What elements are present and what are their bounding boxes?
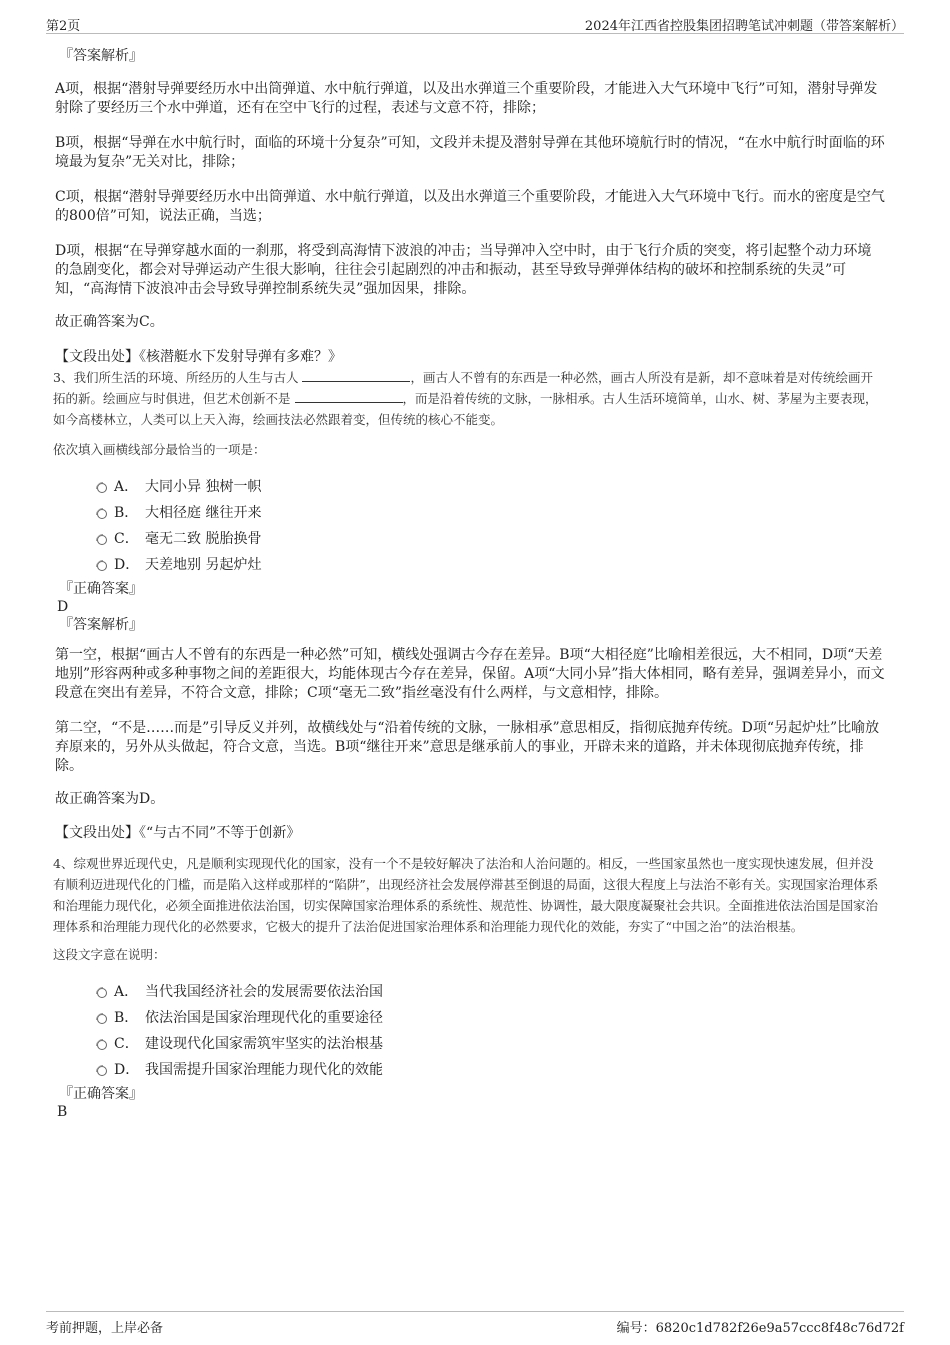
option-text: 当代我国经济社会的发展需要依法治国: [145, 984, 383, 1000]
option-text: 我国需提升国家治理能力现代化的效能: [145, 1062, 383, 1078]
option-letter: A．: [114, 984, 139, 1000]
q4-prompt: 这段文字意在说明：: [53, 947, 166, 962]
q2-analysis-tag: 『答案解析』: [59, 48, 143, 64]
option-text: 建设现代化国家需筑牢坚实的法治根基: [145, 1036, 383, 1052]
radio-icon[interactable]: [97, 483, 107, 493]
option-text: 大同小异 独树一帜: [145, 479, 262, 495]
radio-icon[interactable]: [97, 535, 107, 545]
q4-option-d[interactable]: [55, 1057, 885, 1083]
page-number: 第2页: [46, 19, 81, 34]
option-letter: B．: [114, 505, 139, 521]
q3-blank-1: [302, 369, 410, 382]
q3-options: [55, 474, 885, 578]
option-letter: C．: [114, 531, 139, 547]
page-footer: [46, 1311, 904, 1336]
q2-conclusion: 故正确答案为C。: [55, 314, 164, 330]
option-letter: D．: [114, 557, 140, 573]
q3-stem-part2: ，画古人不曾有的东西是一种必然，画古人所没有是新，却不意味着是对传统绘画开拓的新。绘画应与时俱进，但艺术创新不是: [53, 370, 873, 406]
q4-stem: 4、综观世界近现代史，凡是顺利实现现代化的国家，没有一个不是较好解决了法治和人治问题的。相反，一些国家虽然也一度实现快速发展，但并没有顺利迈进现代化的门槛，而是陷入这样或那样的“陷阱”，出现经济社会发展停滞甚至倒退的局面，这很大程度上与法治不彰有关。实现国家治理体系和治理能力现代化，必须全面推进依法治国，切实保障国家治理体系的系统性、规范性、协调性，最大限度凝聚社会共识。全面推进依法治国是国家治理体系和治理能力现代化的必然要求，它极大的提升了法治促进国家治理体系和治理能力现代化的效能，夯实了“中国之治”的法治根基。: [53, 856, 879, 934]
option-text: 毫无二致 脱胎换骨: [145, 531, 262, 547]
q3-conclusion: 故正确答案为D。: [55, 791, 165, 807]
q2-analysis-para-a: A项，根据“潜射导弹要经历水中出筒弹道、水中航行弹道，以及出水弹道三个重要阶段，才能进入大气环境中飞行”可知，潜射导弹发射除了要经历三个水中弹道，还有在空中飞行的过程，表述与文意不符，排除；: [55, 81, 878, 116]
option-text: 依法治国是国家治理现代化的重要途径: [145, 1010, 383, 1026]
q4-option-a[interactable]: [55, 979, 885, 1005]
q2-source: 【文段出处】《核潜艇水下发射导弹有多难？》: [55, 349, 342, 365]
q3-stem-part1: 3、我们所生活的环境、所经历的人生与古人: [53, 370, 299, 385]
q3-option-b[interactable]: [55, 500, 885, 526]
radio-icon[interactable]: [97, 1066, 107, 1076]
q4-option-c[interactable]: [55, 1031, 885, 1057]
q4-answer-tag: 『正确答案』: [59, 1086, 143, 1102]
q3-analysis-para-2: 第二空，“不是……而是”引导反义并列，故横线处与“沿着传统的文脉，一脉相承”意思相反，指彻底抛弃传统。D项“另起炉灶”比喻放弃原来的，另外从头做起，符合文意，当选。B项“继往开来”意思是继承前人的事业，开辟未来的道路，并未体现彻底抛弃传统，排除。: [55, 720, 880, 774]
option-text: 大相径庭 继往开来: [145, 505, 262, 521]
option-letter: D．: [114, 1062, 140, 1078]
q3-blank-2: [295, 390, 403, 403]
q4-options: [55, 979, 885, 1083]
q3-option-c[interactable]: [55, 526, 885, 552]
q3-option-a[interactable]: [55, 474, 885, 500]
q2-analysis-para-b: B项，根据“导弹在水中航行时，面临的环境十分复杂”可知，文段并未提及潜射导弹在其他环境航行时的情况，“在水中航行时面临的环境最为复杂”无关对比，排除；: [55, 135, 885, 170]
q4-option-b[interactable]: [55, 1005, 885, 1031]
radio-icon[interactable]: [97, 509, 107, 519]
radio-icon[interactable]: [97, 1014, 107, 1024]
radio-icon[interactable]: [97, 1040, 107, 1050]
page-content: [55, 46, 885, 1121]
footer-slogan: 考前押题，上岸必备: [46, 1321, 164, 1336]
q2-analysis-para-d: D项，根据“在导弹穿越水面的一刹那，将受到高海情下波浪的冲击；当导弹冲入空中时，由于飞行介质的突变，将引起整个动力环境的急剧变化，都会对导弹运动产生很大影响，往往会引起剧烈的冲击和振动，甚至导致导弹弹体结构的破坏和控制系统的失灵”可知，“高海情下波浪冲击会导致导弹控制系统失灵”强加因果，排除。: [55, 243, 872, 297]
document-title: 2024年江西省控股集团招聘笔试冲刺题（带答案解析）: [584, 19, 904, 34]
option-text: 天差地别 另起炉灶: [145, 557, 262, 573]
q3-answer: D: [57, 599, 69, 615]
q4-answer: B: [57, 1104, 68, 1120]
option-letter: B．: [114, 1010, 139, 1026]
q3-analysis-para-1: 第一空，根据“画古人不曾有的东西是一种必然”可知，横线处强调古今存在差异。B项“大相径庭”比喻相差很远，大不相同，D项“天差地别”形容两种或多种事物之间的差距很大，均能体现古今存在差异，保留。A项“大同小异”指大体相同，略有差异，强调差异小，而文段意在突出有差异，不符合文意，排除；C项“毫无二致”指丝毫没有什么两样，与文意相悖，排除。: [55, 647, 885, 701]
q3-analysis-tag: 『答案解析』: [59, 617, 143, 633]
footer-serial: 编号：6820c1d782f26e9a57ccc8f48c76d72f: [616, 1321, 904, 1336]
q3-option-d[interactable]: [55, 552, 885, 578]
page-header: [46, 13, 904, 34]
q3-stem-part3: ，而是沿着传统的文脉，一脉相承。古人生活环境简单，山水、树、茅屋为主要表现，如今高楼林立，人类可以上天入海，绘画技法必然跟着变，但传统的核心不能变。: [53, 391, 878, 427]
q3-stem: [53, 367, 885, 430]
option-letter: A．: [114, 479, 139, 495]
q3-source: 【文段出处】《“与古不同”不等于创新》: [55, 825, 301, 841]
q2-analysis-para-c: C项，根据“潜射导弹要经历水中出筒弹道、水中航行弹道，以及出水弹道三个重要阶段，才能进入大气环境中飞行。而水的密度是空气的800倍”可知，说法正确，当选；: [55, 189, 885, 224]
q3-answer-tag: 『正确答案』: [59, 581, 143, 597]
radio-icon[interactable]: [97, 561, 107, 571]
q3-prompt: 依次填入画横线部分最恰当的一项是：: [53, 442, 266, 457]
option-letter: C．: [114, 1036, 139, 1052]
radio-icon[interactable]: [97, 988, 107, 998]
